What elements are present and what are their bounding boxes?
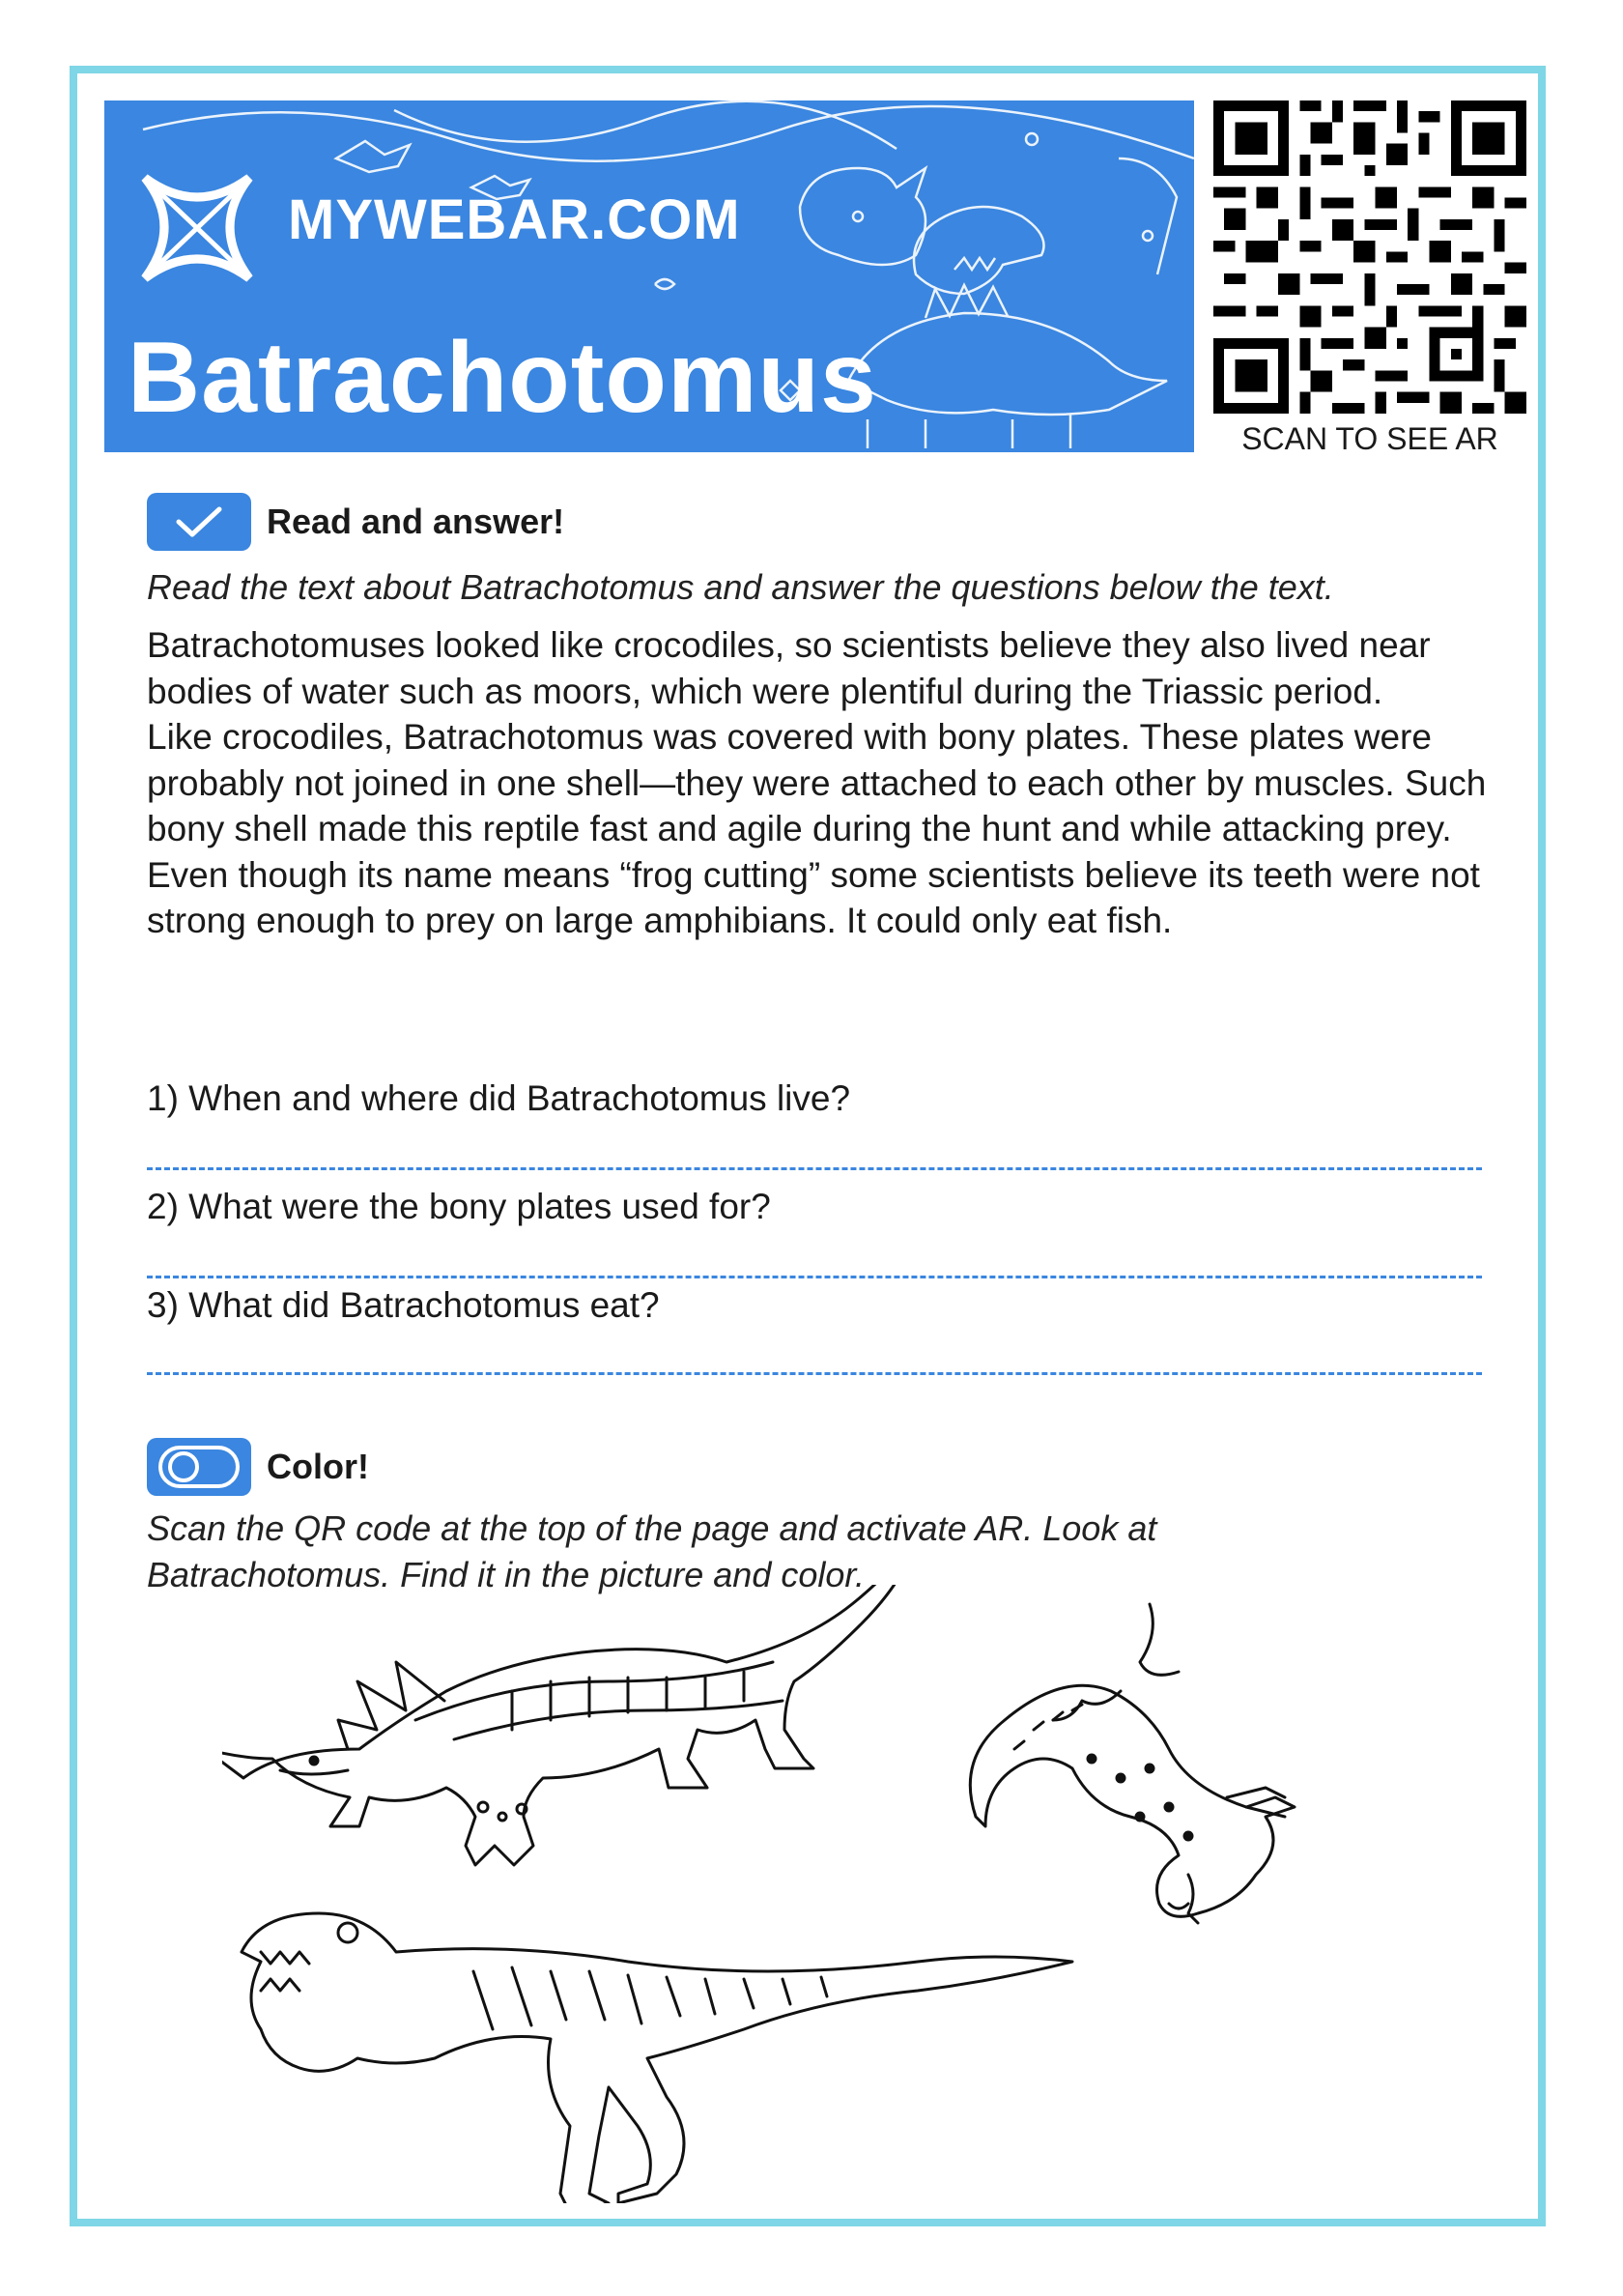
color-heading [147, 1438, 369, 1496]
salamander-drawing [970, 1604, 1295, 1923]
question-3: 3) What did Batrachotomus eat? [147, 1285, 660, 1325]
reading-text [147, 622, 1499, 944]
paragraph: Batrachotomuses looked like crocodiles, so scientists believe they also lived near bodies of water such as moors, which were plentiful during the Triassic period. [147, 625, 1431, 711]
paragraph: Like crocodiles, Batrachotomus was covered with bony plates. These plates were probably not joined in one shell—they were attached to each other by muscles. Such bony shell made this reptile fast and agile during the hunt and while attacking prey. [147, 717, 1487, 848]
read-instruction: Read the text about Batrachotomus and answer the questions below the text. [147, 567, 1334, 607]
predator-drawing [242, 1913, 1072, 2203]
answer-line-2[interactable] [147, 1276, 1482, 1278]
question-2: 2) What were the bony plates used for? [147, 1187, 771, 1226]
color-title: Color! [267, 1447, 369, 1486]
color-instruction-line-1: Scan the QR code at the top of the page and activate AR. Look at [147, 1508, 1157, 1548]
checkmark-icon [147, 493, 251, 551]
coloring-illustration[interactable] [222, 1585, 1420, 2203]
answer-line-3[interactable] [147, 1372, 1482, 1375]
page-title: Batrachotomus [128, 322, 877, 434]
mywebar-logo-icon [129, 158, 265, 294]
header-banner [104, 100, 1194, 452]
qr-code[interactable] [1213, 100, 1526, 414]
color-instruction-line-2: Batrachotomus. Find it in the picture and color. [147, 1555, 866, 1594]
read-answer-title: Read and answer! [267, 502, 565, 541]
read-answer-heading [147, 493, 564, 551]
qr-caption: SCAN TO SEE AR [1241, 421, 1498, 456]
batrachotomus-drawing [222, 1585, 920, 1865]
paragraph: Even though its name means “frog cutting” some scientists believe its teeth were not strong enough to prey on large amphibians. It could only eat fish. [147, 854, 1480, 940]
toggle-icon [147, 1438, 251, 1496]
brand-name: MYWEBAR.COM [288, 188, 741, 251]
answer-line-1[interactable] [147, 1167, 1482, 1170]
question-1: 1) When and where did Batrachotomus live? [147, 1078, 851, 1118]
